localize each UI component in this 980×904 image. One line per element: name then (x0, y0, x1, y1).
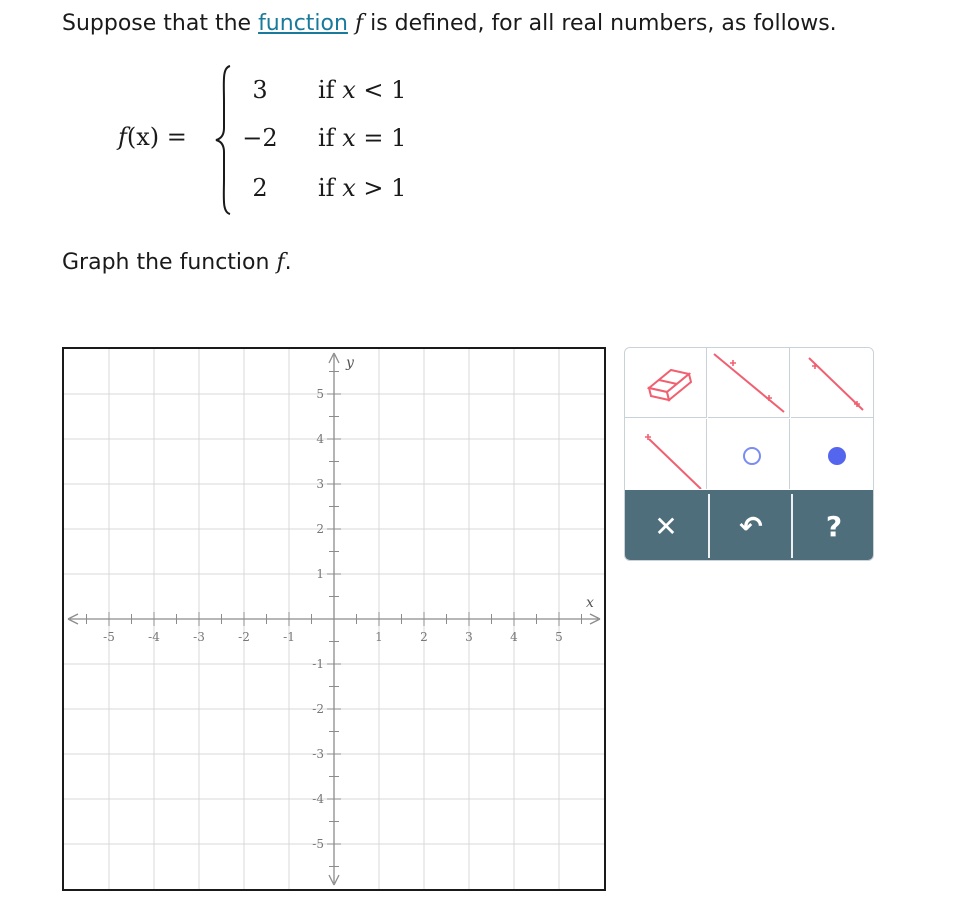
function-link[interactable]: function (258, 11, 348, 36)
eraser-tool[interactable] (625, 348, 707, 418)
case-row-3 (238, 174, 438, 206)
undo-button[interactable] (710, 490, 792, 561)
y-tick-label: 5 (316, 387, 324, 401)
case-value: −2 (242, 124, 278, 152)
x-tick-label: -4 (148, 630, 160, 644)
help-icon: ? (825, 509, 843, 543)
function-symbol: f (354, 11, 364, 36)
x-tick-label: 1 (375, 630, 383, 644)
case-value: 2 (252, 174, 268, 202)
x-tick-label: -5 (103, 630, 115, 644)
close-icon: ✕ (654, 509, 678, 543)
graph-canvas[interactable] (62, 347, 606, 891)
y-tick-label: 3 (316, 477, 324, 491)
left-brace (214, 62, 234, 218)
x-tick-label: 2 (420, 630, 428, 644)
x-tick-label: -3 (193, 630, 205, 644)
x-tick-label: -2 (238, 630, 250, 644)
y-tick-label: -2 (312, 702, 324, 716)
case-condition: if x = 1 (318, 124, 407, 152)
lhs-equals: = (166, 123, 187, 151)
tool-palette (624, 347, 874, 561)
y-tick-label: -1 (312, 657, 324, 671)
help-button[interactable] (793, 490, 874, 561)
y-axis-label: y (346, 355, 354, 371)
case-condition: if x > 1 (318, 174, 407, 202)
question-suffix: is defined, for all real numbers, as follows. (363, 11, 837, 36)
instruction-text: Graph the function f. (62, 250, 292, 275)
line-segment-icon (708, 348, 790, 418)
coordinate-plane[interactable] (64, 349, 604, 889)
ray-tool[interactable] (625, 419, 707, 489)
x-tick-label: -1 (283, 630, 295, 644)
action-bar (625, 490, 874, 561)
clear-button[interactable] (625, 490, 707, 561)
case-row-2 (238, 124, 438, 156)
closed-circle-tool[interactable] (791, 419, 873, 489)
question-text (62, 8, 837, 40)
line-tool[interactable] (791, 348, 873, 418)
question-prefix: Suppose that the (62, 11, 259, 36)
lhs-function-name: f (118, 123, 127, 151)
ray-icon (625, 419, 707, 489)
open-circle-icon (708, 419, 790, 489)
undo-icon: ↶ (739, 509, 763, 543)
y-tick-label: 4 (316, 432, 324, 446)
y-tick-label: 1 (316, 567, 324, 581)
piecewise-definition (118, 62, 438, 218)
y-tick-label: -4 (312, 792, 324, 806)
x-tick-label: 3 (465, 630, 473, 644)
case-condition: if x < 1 (318, 76, 407, 104)
y-tick-label: -3 (312, 747, 324, 761)
instruction-function-symbol: f (276, 250, 285, 275)
eraser-icon (625, 348, 707, 418)
y-tick-label: 2 (316, 522, 324, 536)
closed-circle-icon (791, 419, 874, 489)
x-axis-label: x (586, 595, 594, 611)
open-circle-tool[interactable] (708, 419, 790, 489)
case-row-1 (238, 76, 438, 108)
lhs-argument: (x) (126, 123, 160, 151)
case-value: 3 (252, 76, 268, 104)
piecewise-lhs (118, 123, 187, 151)
line-icon (791, 348, 874, 418)
x-tick-label: 5 (555, 630, 563, 644)
line-segment-tool[interactable] (708, 348, 790, 418)
instruction-label: Graph the function (62, 250, 277, 275)
y-tick-label: -5 (312, 837, 324, 851)
x-tick-label: 4 (510, 630, 518, 644)
